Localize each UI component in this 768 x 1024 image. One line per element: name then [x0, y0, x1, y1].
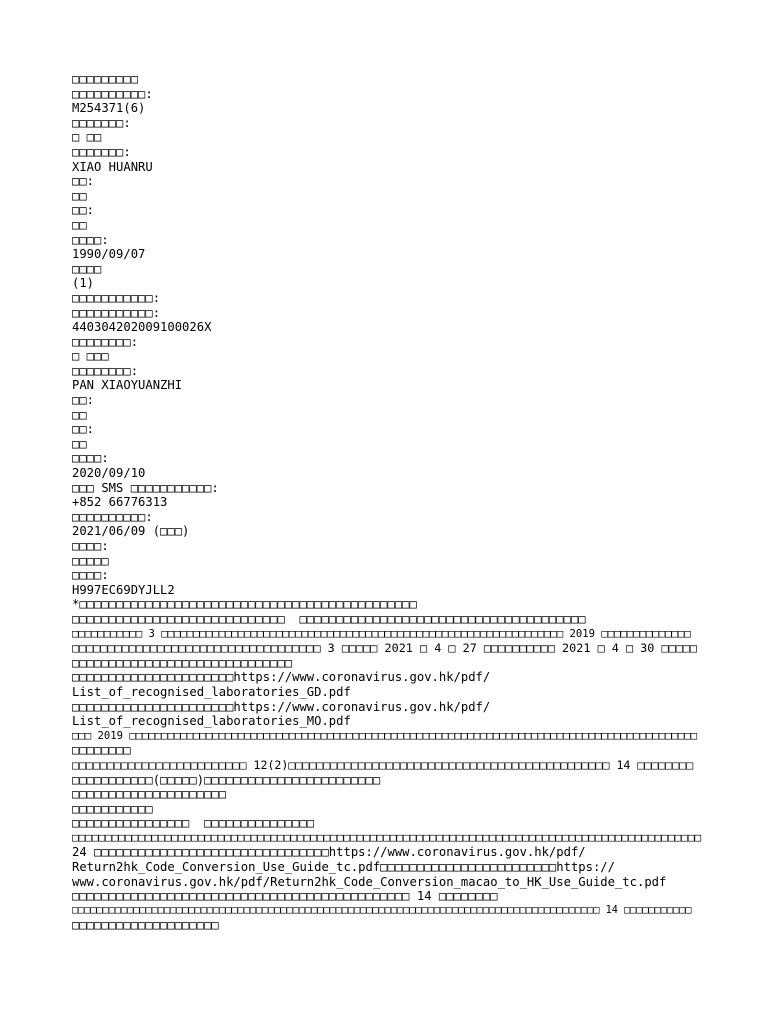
appointment-date: 2021/06/09 (□□□) — [72, 524, 190, 539]
field-value: □□ — [72, 217, 87, 232]
notes-link-line[interactable]: List_of_recognised_laboratories_GD.pdf — [72, 684, 351, 699]
field-value: □□□□□ — [72, 553, 109, 568]
field-label: □□□□□□□□□□□: — [72, 305, 161, 320]
notes-line: □□□ 2019 □□□□□□□□□□□□□□□□□□□□□□□□□□□□□□□□□□□□□□□□□□□□□□□□□□□□□□□□□□□□□□□□□□□□□□□□□□□□□□□□□□□□□□□□□ — [72, 729, 698, 742]
notes-line: □□□□□□□□□□□□□□□□□□□□□□□□□□□□□□□□□□□□□□□□□□□□□□□□□□□□□□□□□□□□□□□□□□□□□□□□□□□□□□□□□□□□□□□□□□□□□□□ — [72, 830, 702, 844]
notes-link-line[interactable]: List_of_recognised_laboratories_MO.pdf — [72, 714, 351, 729]
field-value: □□ — [72, 436, 87, 451]
notes-line: □□□□□□□□□□□□□□□□□□□□□□□□□ 12(2)□□□□□□□□□□□□□□□□□□□□□□□□□□□□□□□□□□□□□□□□□□□□□□ 14 □□□□□□□□ — [72, 757, 694, 772]
field-label: □□: — [72, 174, 95, 189]
notes-line: □□□□□□□□□□□(□□□□□)□□□□□□□□□□□□□□□□□□□□□□□□ — [72, 772, 381, 787]
field-label: □□□□□□□: — [72, 115, 131, 130]
field-label: □□□□□□□□: — [72, 334, 139, 349]
field-label: □□□□□□□□□□: — [72, 86, 153, 101]
birth-date: 1990/09/07 — [72, 247, 146, 262]
field-value: □ □□ — [72, 130, 102, 145]
notes-line: *□□□□□□□□□□□□□□□□□□□□□□□□□□□□□□□□□□□□□□□□□□□□□□ — [72, 597, 417, 612]
notes-link-line[interactable]: 24 □□□□□□□□□□□□□□□□□□□□□□□□□□□□□□□□https://www.coronavirus.gov.hk/pdf/ — [72, 845, 586, 860]
field-label: □□□□□□□: — [72, 144, 131, 159]
notes-line: □□□□□□□□□□□□□□□□ □□□□□□□□□□□□□□□ — [72, 816, 315, 831]
section-label: □□□□ — [72, 261, 102, 276]
notes-link-line[interactable]: □□□□□□□□□□□□□□□□□□□□□□https://www.coronavirus.gov.hk/pdf/ — [72, 670, 491, 685]
field-label: □□: — [72, 422, 95, 437]
notes-line: □□□□□□□□ — [72, 743, 131, 758]
notes-line: □□□□□□□□□□□□□□□□□□□□□□□□□□□□□□□□□□□□□□□□□□□□□□□□□□□□□□□□□□□□□□□□□□□□□□□□□□□□□□□□□□□□□□ 14 □□□□□□□□□□□ — [72, 904, 692, 916]
phone-number: +852 66776313 — [72, 495, 168, 510]
english-name: PAN XIAOYUANZHI — [72, 378, 183, 393]
section-number: (1) — [72, 276, 95, 291]
notes-line: □□□□□□□□□□□ — [72, 801, 153, 816]
notes-link-line[interactable]: □□□□□□□□□□□□□□□□□□□□□□https://www.coronavirus.gov.hk/pdf/ — [72, 699, 491, 714]
field-label: □□□□: — [72, 451, 109, 466]
field-label: □□□□: — [72, 232, 109, 247]
reference-code: H997EC69DYJLL2 — [72, 582, 175, 597]
field-value: □□ — [72, 407, 87, 422]
english-name: XIAO HUANRU — [72, 159, 153, 174]
id-number: M254371(6) — [72, 101, 146, 116]
notes-line: □□□□□□□□□□□□□□□□□□□□□□□□□□□□□□□□□□□□□□□□□□□□□□ 14 □□□□□□□□ — [72, 889, 498, 904]
field-label: □□: — [72, 393, 95, 408]
field-label: □□□□: — [72, 568, 109, 583]
notes-line: □□□□□□□□□□□ 3 □□□□□□□□□□□□□□□□□□□□□□□□□□□□□□□□□□□□□□□□□□□□□□□□□□□□□□□□□□□□□□□ 2019 □□□□□□□□□□□□□□ — [72, 627, 691, 640]
notes-link-line[interactable]: Return2hk_Code_Conversion_Use_Guide_tc.pdf□□□□□□□□□□□□□□□□□□□□□□□□https:// — [72, 860, 615, 875]
document-body — [72, 72, 702, 933]
notes-line: □□□□□□□□□□□□□□□□□□□□□□□□□□□□□□ — [72, 655, 293, 670]
field-label: □□□□□□□□: — [72, 363, 139, 378]
notes-line: □□□□□□□□□□□□□□□□□□□□□ — [72, 787, 227, 802]
field-label: □□□□□□□□□□□: — [72, 290, 161, 305]
document-number: 440304202009100026X — [72, 320, 212, 335]
birth-date: 2020/09/10 — [72, 466, 146, 481]
field-value: □ □□□ — [72, 349, 109, 364]
field-label: □□□□: — [72, 539, 109, 553]
field-label: □□□ SMS □□□□□□□□□□□: — [72, 480, 219, 495]
notes-link-line[interactable]: www.coronavirus.gov.hk/pdf/Return2hk_Code_Conversion_macao_to_HK_Use_Guide_tc.pdf — [72, 874, 667, 889]
field-label: □□□□□□□□□□: — [72, 509, 153, 524]
field-value: □□ — [72, 188, 87, 203]
notes-line: □□□□□□□□□□□□□□□□□□□□□□□□□□□□□□□□□□□ 3 □□□□□ 2021 □ 4 □ 27 □□□□□□□□□□ 2021 □ 4 □ 30 □□□□□ — [72, 641, 698, 656]
title-line: □□□□□□□□□ — [72, 72, 139, 86]
notes-line: □□□□□□□□□□□□□□□□□□□□□□□□□□□□□ □□□□□□□□□□□□□□□□□□□□□□□□□□□□□□□□□□□□□□□ — [72, 611, 586, 626]
notes-line: □□□□□□□□□□□□□□□□□□□□ — [72, 918, 219, 933]
field-label: □□: — [72, 203, 95, 218]
